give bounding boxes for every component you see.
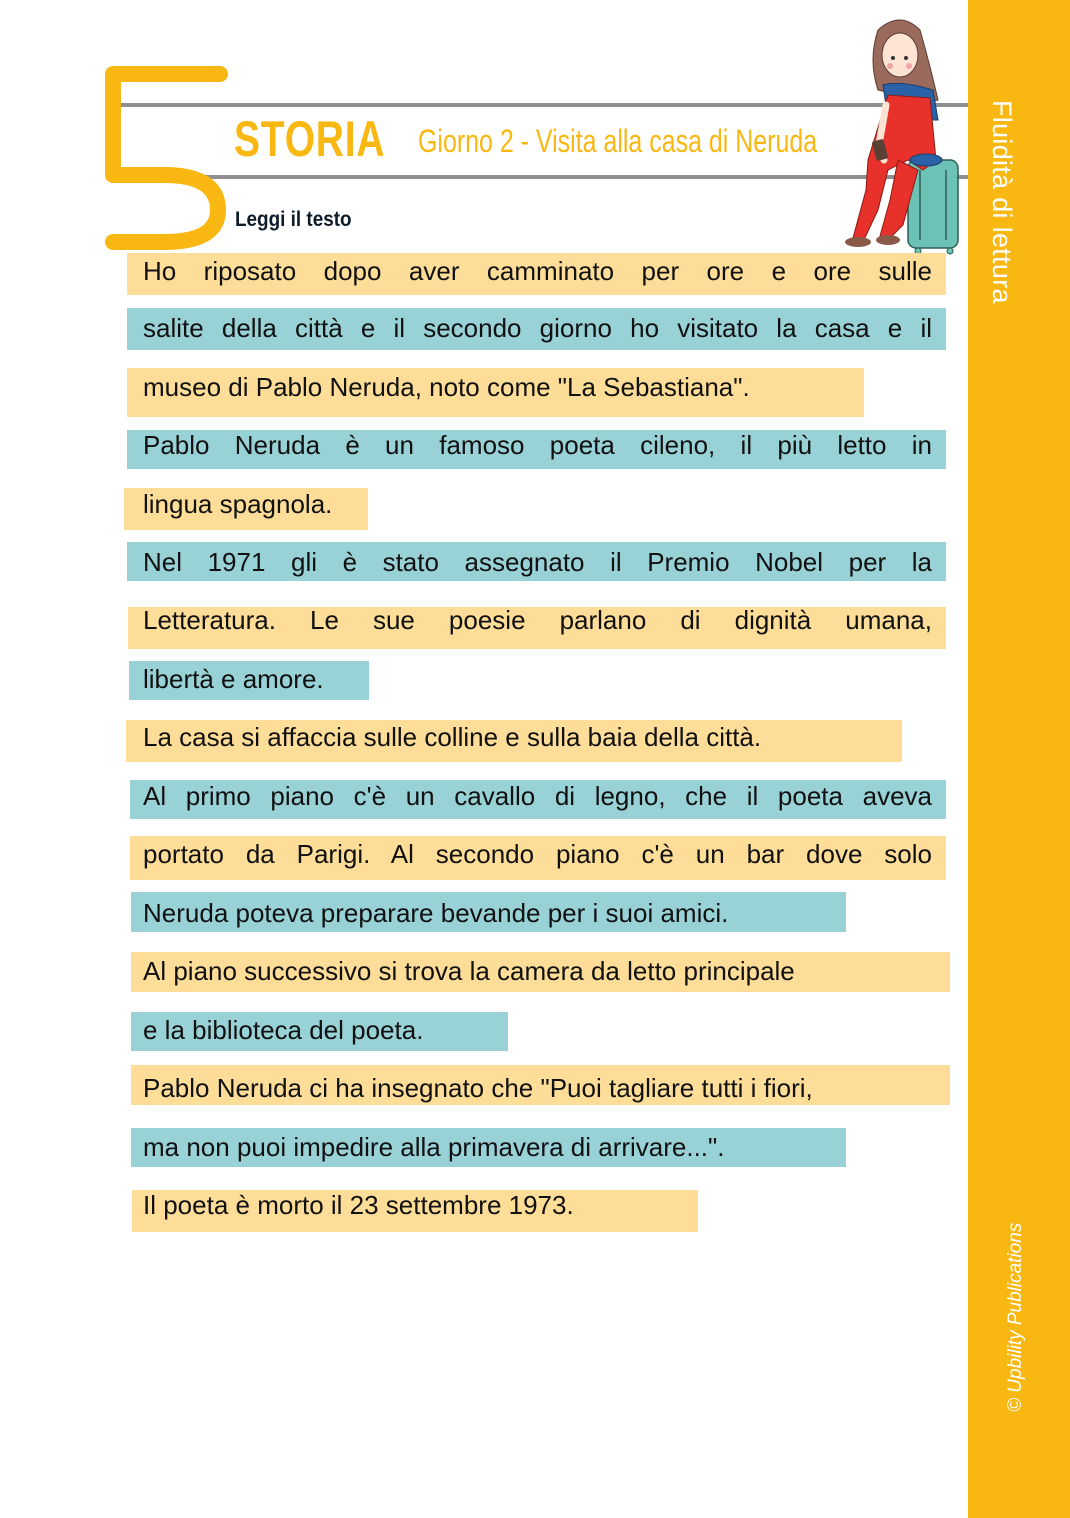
lesson-subtitle: Giorno 2 - Visita alla casa di Neruda xyxy=(418,123,818,159)
text-line: Neruda poteva preparare bevande per i suoi amici. xyxy=(143,898,729,928)
text-line: salite della città e il secondo giorno ho visitato la casa e il xyxy=(143,313,932,343)
text-line: Il poeta è morto il 23 settembre 1973. xyxy=(143,1190,574,1220)
subject-title: STORIA xyxy=(234,111,386,167)
text-line: Nel 1971 gli è stato assegnato il Premio Nobel per la xyxy=(143,547,932,577)
text-line: Al primo piano c'è un cavallo di legno, che il poeta aveva xyxy=(143,781,932,811)
text-line: Ho riposato dopo aver camminato per ore e ore sulle xyxy=(143,256,932,286)
text-line: portato da Parigi. Al secondo piano c'è un bar dove solo xyxy=(143,839,932,869)
girl-on-suitcase-illustration xyxy=(838,10,968,255)
text-line: Pablo Neruda è un famoso poeta cileno, il più letto in xyxy=(143,430,932,460)
copyright-notice: © Upbility Publications xyxy=(1005,1222,1026,1412)
text-line: ma non puoi impedire alla primavera di arrivare...". xyxy=(143,1132,725,1162)
sidebar-title: Fluidità di lettura xyxy=(987,100,1017,304)
instruction-label: Leggi il testo xyxy=(235,208,352,231)
text-line: libertà e amore. xyxy=(143,664,324,694)
text-line: lingua spagnola. xyxy=(143,489,333,519)
text-line: e la biblioteca del poeta. xyxy=(143,1015,424,1045)
text-line: museo di Pablo Neruda, noto come "La Sebastiana". xyxy=(143,372,750,402)
chapter-number-five-icon xyxy=(96,58,236,258)
text-line: Letteratura. Le sue poesie parlano di dignità umana, xyxy=(143,605,932,635)
text-line: Al piano successivo si trova la camera da letto principale xyxy=(143,956,795,986)
text-line: Pablo Neruda ci ha insegnato che "Puoi tagliare tutti i fiori, xyxy=(143,1073,813,1103)
text-line: La casa si affaccia sulle colline e sulla baia della città. xyxy=(143,722,762,752)
